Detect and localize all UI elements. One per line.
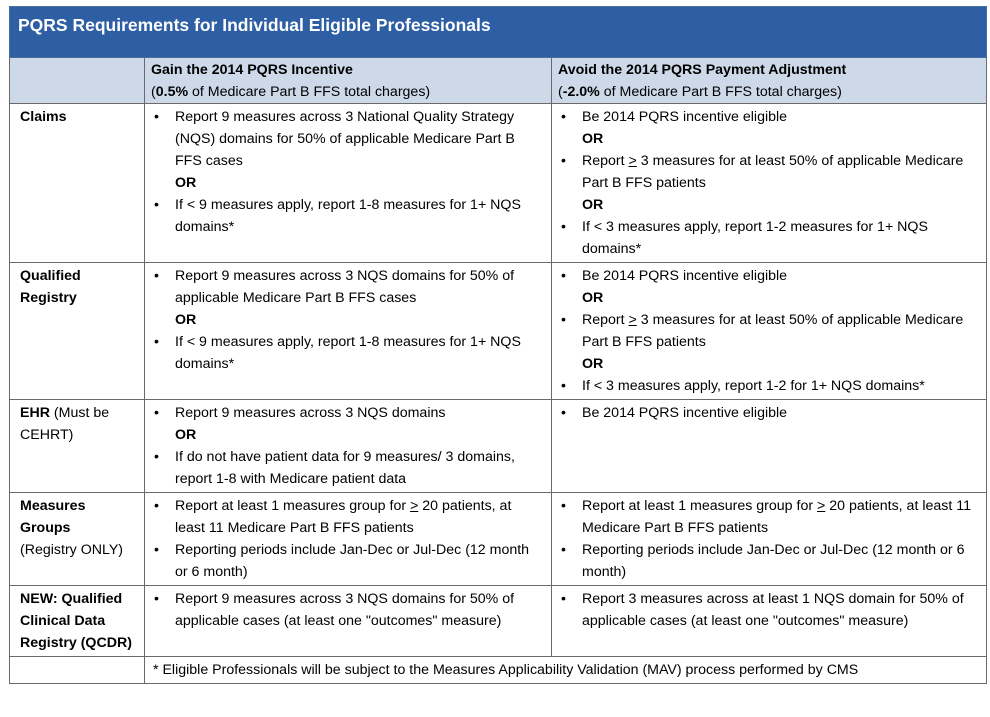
or-label: OR [175, 427, 197, 443]
header-incentive: Gain the 2014 PQRS Incentive (0.5% of Medicare Part B FFS total charges) [145, 58, 552, 104]
list-item: • If < 3 measures apply, report 1-2 measures for 1+ NQS domains* [558, 216, 980, 260]
claims-adjustment-cell [552, 104, 987, 263]
list-item: • If < 3 measures apply, report 1-2 for 1+ NQS domains* [558, 375, 980, 397]
or-label: OR [175, 312, 197, 328]
header-incentive-title: Gain the 2014 PQRS Incentive [151, 62, 353, 78]
row-label-registry: Qualified Registry [10, 263, 145, 400]
ehr-adjustment-cell [552, 400, 987, 493]
list-item: • Be 2014 PQRS incentive eligible [558, 265, 980, 287]
list-item: • Report at least 1 measures group for > 20 patients, at least 11 Medicare Part B FFS patients [558, 495, 980, 539]
or-label: OR [582, 131, 604, 147]
table-row [10, 657, 987, 684]
list-item: • Reporting periods include Jan-Dec or Jul-Dec (12 month or 6 month) [558, 539, 980, 583]
groups-adjustment-cell [552, 493, 987, 586]
footnote-empty-cell [10, 657, 145, 684]
list-item: • Report 9 measures across 3 NQS domains for 50% of applicable Medicare Part B FFS cases [151, 265, 545, 309]
table-row [10, 400, 987, 493]
header-empty-cell [10, 58, 145, 104]
list-item: • If < 9 measures apply, report 1-8 measures for 1+ NQS domains* [151, 331, 545, 375]
claims-incentive-cell [145, 104, 552, 263]
header-adjustment-title: Avoid the 2014 PQRS Payment Adjustment [558, 62, 847, 78]
registry-adjustment-cell [552, 263, 987, 400]
list-item: • Report 9 measures across 3 National Quality Strategy (NQS) domains for 50% of applicable Medicare Part B FFS cases [151, 106, 545, 172]
list-item: • If < 9 measures apply, report 1-8 measures for 1+ NQS domains* [151, 194, 545, 238]
list-item: • Be 2014 PQRS incentive eligible [558, 402, 980, 424]
qcdr-incentive-cell [145, 586, 552, 657]
list-item: • Report 9 measures across 3 NQS domains for 50% of applicable cases (at least one "outcomes" measure) [151, 588, 545, 632]
table-row [10, 586, 987, 657]
or-label: OR [582, 356, 604, 372]
list-item: • Reporting periods include Jan-Dec or Jul-Dec (12 month or 6 month) [151, 539, 545, 583]
list-item: • Report > 3 measures for at least 50% of applicable Medicare Part B FFS patients [558, 150, 980, 194]
groups-incentive-cell [145, 493, 552, 586]
ehr-incentive-cell [145, 400, 552, 493]
row-label-qcdr: NEW: Qualified Clinical Data Registry (QCDR) [10, 586, 145, 657]
pqrs-requirements-table [9, 6, 987, 684]
header-adjustment-pct: -2.0% [562, 84, 600, 100]
list-item: • Report 3 measures across at least 1 NQS domain for 50% of applicable cases (at least one "outcomes" measure) [558, 588, 980, 632]
table-row [10, 263, 987, 400]
list-item: • Be 2014 PQRS incentive eligible [558, 106, 980, 128]
or-label: OR [582, 197, 604, 213]
qcdr-adjustment-cell [552, 586, 987, 657]
row-label-claims: Claims [10, 104, 145, 263]
footnote: * Eligible Professionals will be subject to the Measures Applicability Validation (MAV) process performed by CMS [145, 657, 987, 684]
or-label: OR [582, 290, 604, 306]
row-label-measures-groups: Measures Groups (Registry ONLY) [10, 493, 145, 586]
registry-incentive-cell [145, 263, 552, 400]
header-incentive-pct: 0.5% [155, 84, 189, 100]
row-label-ehr: EHR (Must be CEHRT) [10, 400, 145, 493]
table-row [10, 104, 987, 263]
table-title: PQRS Requirements for Individual Eligible Professionals [10, 7, 987, 58]
list-item: • Report at least 1 measures group for > 20 patients, at least 11 Medicare Part B FFS patients [151, 495, 545, 539]
list-item: • If do not have patient data for 9 measures/ 3 domains, report 1-8 with Medicare patient data [151, 446, 545, 490]
table-row [10, 493, 987, 586]
list-item: • Report > 3 measures for at least 50% of applicable Medicare Part B FFS patients [558, 309, 980, 353]
or-label: OR [175, 175, 197, 191]
list-item: • Report 9 measures across 3 NQS domains [151, 402, 545, 424]
header-adjustment: Avoid the 2014 PQRS Payment Adjustment (-2.0% of Medicare Part B FFS total charges) [552, 58, 987, 104]
